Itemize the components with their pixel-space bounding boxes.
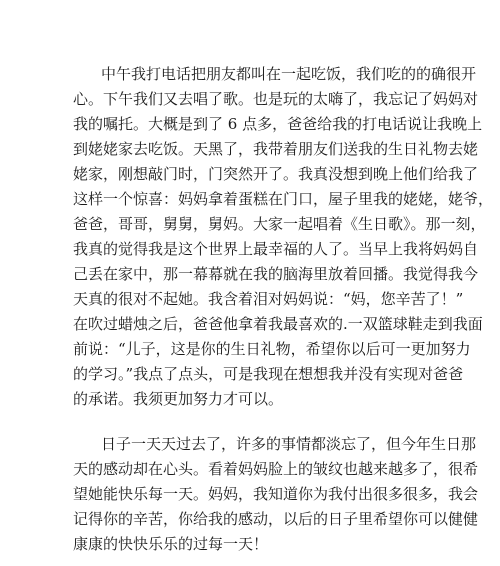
text-line: 姥家，刚想敲门时，门突然开了。我真没想到晚上他们给我了 xyxy=(73,165,479,183)
paragraph-spacer xyxy=(73,412,429,432)
text-line: 前说：“儿子，这是你的生日礼物，希望你以后可一更加努力 xyxy=(73,340,471,358)
text-line: 望她能快乐每一天。妈妈，我知道你为我付出很多很多，我会 xyxy=(73,485,479,503)
text-line: 我真的觉得我是这个世界上最幸福的人了。当早上我将妈妈自 xyxy=(73,240,479,258)
text-line: 天的感动却在心头。看着妈妈脸上的皱纹也越来越多了，很希 xyxy=(73,460,479,478)
text-line: 中午我打电话把朋友都叫在一起吃饭，我们吃的的确很开 xyxy=(101,65,477,83)
text-line: 的承诺。我须更加努力才可以。 xyxy=(73,390,284,408)
text-line: 在吹过蜡烛之后，爸爸他拿着我最喜欢的.一双篮球鞋走到我面 xyxy=(73,315,483,333)
text-line: 康康的快快乐乐的过每一天！ xyxy=(73,535,269,553)
text-line: 己丢在家中，那一幕幕就在我的脑海里放着回播。我觉得我今 xyxy=(73,265,479,283)
paragraph-2 xyxy=(73,432,479,557)
text-line: 心。下午我们又去唱了歌。也是玩的太嗨了，我忘记了妈妈对 xyxy=(73,90,479,108)
text-line: 记得你的辛苦，你给我的感动，以后的日子里希望你可以健健 xyxy=(73,510,479,528)
text-line: 日子一天天过去了，许多的事情都淡忘了，但今年生日那 xyxy=(101,435,477,453)
text-line: 爸爸，哥哥，舅舅，舅妈。大家一起唱着《生日歌》。那一刻， xyxy=(73,215,486,233)
text-line: 我的嘱托。大概是到了 6 点多，爸爸给我的打电话说让我晚上 xyxy=(73,115,483,133)
text-line: 到姥姥家去吃饭。天黑了，我带着朋友们送我的生日礼物去姥 xyxy=(73,140,479,158)
text-line: 这样一个惊喜：妈妈拿着蛋糕在门口，屋子里我的姥姥，姥爷， xyxy=(73,190,494,208)
paragraph-1 xyxy=(73,62,494,412)
text-line: 天真的很对不起她。我含着泪对妈妈说：“妈，您辛苦了！” xyxy=(73,290,464,308)
article-body xyxy=(73,62,494,557)
text-line: 的学习。”我点了点头，可是我现在想想我并没有实现对爸爸 xyxy=(73,365,464,383)
